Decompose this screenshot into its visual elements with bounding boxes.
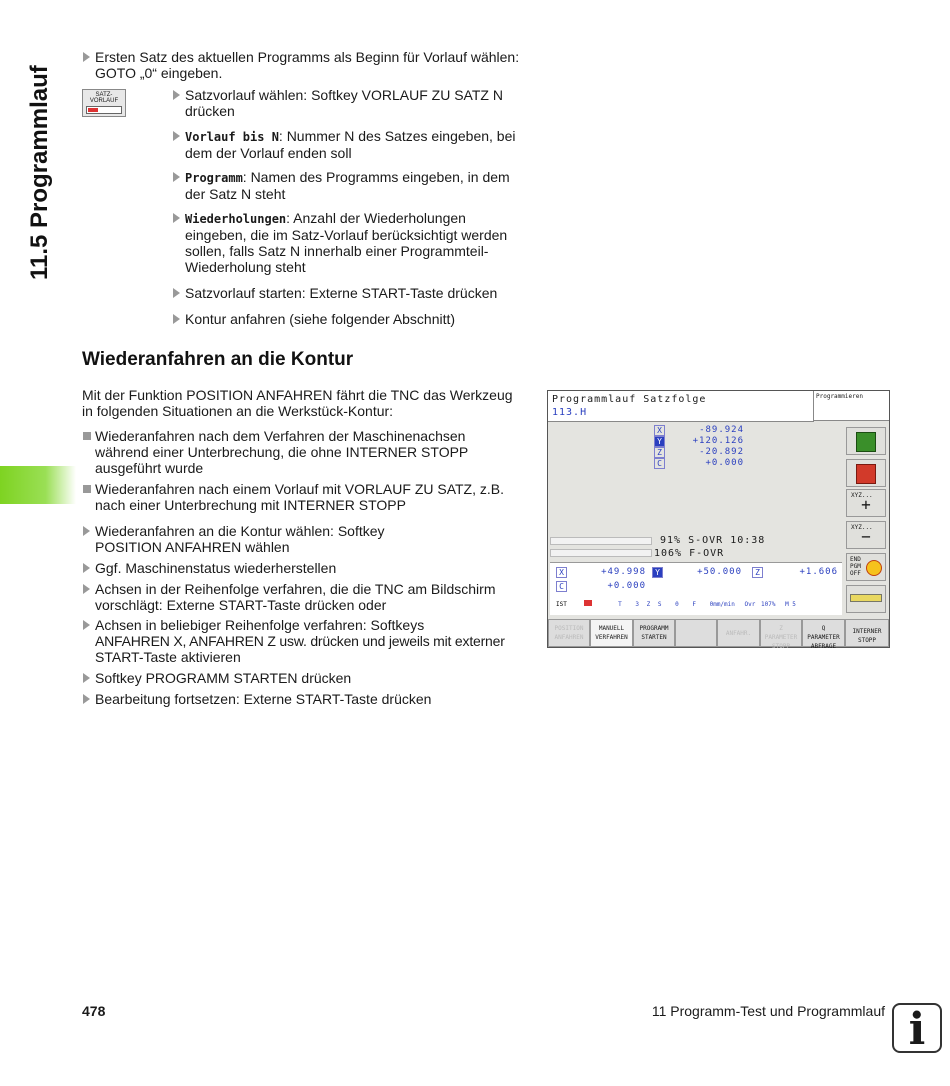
axis-value: +120.126 — [692, 436, 744, 446]
text-line: Kontur anfahren (siehe folgender Abschnitt) — [185, 311, 456, 327]
text-line: POSITION ANFAHREN wählen — [95, 539, 290, 555]
softkey-label: END PGM OFF — [850, 556, 861, 577]
axis-label: C — [556, 581, 567, 592]
status-f-value: 0mm/min — [709, 601, 735, 608]
step-arrow-icon — [83, 584, 90, 594]
empty-softkey[interactable] — [675, 619, 717, 647]
machine-green-softkey[interactable] — [846, 427, 886, 455]
input-key-label: Vorlauf bis N — [185, 130, 279, 144]
bullet-square-icon — [83, 432, 91, 440]
sub-step — [185, 210, 507, 275]
screen-title: Programmlauf Satzfolge — [552, 394, 707, 405]
actual-position-x — [556, 567, 646, 578]
status-s: S — [657, 601, 662, 608]
ruler-icon — [850, 594, 882, 602]
axis-value: +0.000 — [705, 458, 744, 468]
axis-label: Y — [654, 436, 665, 447]
input-key-label: Wiederholungen — [185, 212, 287, 226]
softkey-label: VERFAHREN — [595, 634, 628, 641]
target-position-row — [654, 458, 744, 468]
axis-value: +1.606 — [799, 567, 838, 577]
page-number: 478 — [82, 1003, 106, 1019]
step-arrow-icon — [173, 213, 180, 223]
text-line: Wiederanfahren nach dem Verfahren der Maschinenachsen — [95, 428, 466, 444]
target-position-row — [654, 425, 744, 435]
text-line: vorschlägt: Externe START-Taste drücken oder — [95, 597, 387, 613]
screen-mode-tag: Programmieren — [814, 391, 889, 421]
text-line: GOTO „0“ eingeben. — [95, 65, 223, 81]
parameter-stopp-softkey[interactable] — [760, 619, 802, 650]
step-item — [95, 617, 505, 665]
bullet-square-icon — [83, 485, 91, 493]
axis-label: C — [654, 458, 665, 469]
text-line: START-Taste aktivieren — [95, 649, 241, 665]
text-line: ausgeführt wurde — [95, 460, 204, 476]
chapter-footer: 11 Programm-Test und Programmlauf — [651, 1003, 885, 1019]
f-ovr-bar — [550, 549, 652, 557]
xyz-plus-softkey[interactable] — [846, 489, 886, 517]
machine-red-softkey[interactable] — [846, 459, 886, 487]
status-ovr-value: 107% — [760, 601, 776, 608]
section-intro — [82, 387, 513, 419]
machine-icon — [856, 464, 876, 484]
sub-step — [185, 128, 516, 161]
info-icon: i — [892, 1003, 942, 1053]
step-arrow-icon — [173, 131, 180, 141]
position-anfahren-softkey[interactable] — [548, 619, 590, 647]
softkey-label: Q — [821, 625, 826, 632]
softkey-label: STOPP — [771, 643, 791, 650]
axis-label: Z — [654, 447, 665, 458]
chapter-tab-marker — [0, 466, 76, 504]
tnc-screen — [547, 390, 890, 648]
sub-step — [185, 87, 503, 119]
softkey-label: ANFAHR. — [725, 630, 752, 637]
step-item — [95, 691, 431, 707]
softkey-label: PROGRAMM — [639, 625, 669, 632]
interner-stopp-softkey[interactable] — [845, 619, 889, 647]
status-ovr: Ovr — [744, 601, 756, 608]
sub-step — [185, 285, 497, 301]
step-arrow-icon — [83, 563, 90, 573]
manuell-verfahren-softkey[interactable] — [590, 619, 633, 647]
status-line — [556, 600, 796, 608]
text-line: der Satz N steht — [185, 186, 286, 202]
status-m: M 5 — [785, 601, 796, 608]
sub-step — [185, 311, 455, 327]
step-item — [95, 560, 336, 576]
end-pgm-off-softkey[interactable] — [846, 553, 886, 581]
text-line: : Namen des Programms eingeben, in dem — [242, 169, 510, 185]
section-heading: Wiederanfahren an die Kontur — [82, 349, 354, 370]
axis-label: X — [654, 425, 665, 436]
softkey-label: STOPP — [857, 637, 877, 644]
softkey-label: Z — [779, 625, 783, 632]
target-position-row — [654, 436, 744, 446]
text-line: Achsen in beliebiger Reihenfolge verfahren: Softkeys — [95, 617, 425, 633]
softkey-label: MANUELL — [598, 625, 625, 632]
text-line: : Nummer N des Satzes eingeben, bei — [278, 128, 516, 144]
axis-label: Y — [652, 567, 663, 578]
softkey-label: SATZ- — [95, 92, 113, 98]
step-arrow-icon — [173, 90, 180, 100]
status-t: T — [618, 601, 622, 608]
text-line: Ggf. Maschinenstatus wiederherstellen — [95, 560, 337, 576]
axis-value: +0.000 — [607, 581, 646, 591]
screen-header — [548, 391, 814, 422]
status-t-value: 3 — [635, 601, 639, 608]
spindle-status-icon — [584, 600, 592, 606]
q-parameter-abfrage-softkey[interactable] — [802, 619, 845, 650]
step-arrow-icon — [83, 673, 90, 683]
text-line: Satzvorlauf starten: Externe START-Taste drücken — [185, 285, 498, 301]
softkey-label: PARAMETER — [807, 634, 840, 641]
ruler-softkey[interactable] — [846, 585, 886, 613]
actual-position-y — [652, 567, 742, 578]
step-arrow-icon — [173, 172, 180, 182]
step-item — [95, 670, 351, 686]
actual-position-z — [752, 567, 838, 578]
text-line: sollen, falls Satz N innerhalb einer Programmteil- — [185, 243, 489, 259]
softkey-label: STARTEN — [641, 634, 667, 641]
screen-program-file: 113.H — [552, 407, 588, 418]
sub-step — [185, 169, 510, 202]
programm-starten-softkey[interactable] — [633, 619, 675, 647]
machine-icon — [856, 432, 876, 452]
text-line: Wiederanfahren an die Kontur wählen: Softkey — [95, 523, 385, 539]
intro-item — [95, 49, 519, 81]
step-item — [95, 581, 496, 613]
clock-icon — [866, 560, 882, 576]
step-arrow-icon — [173, 288, 180, 298]
softkey-label: ABFRAGE — [810, 643, 837, 650]
text-line: Wiederanfahren nach einem Vorlauf mit VORLAUF ZU SATZ, z.B. — [95, 481, 505, 497]
step-arrow-icon — [83, 52, 90, 62]
text-line: Bearbeitung fortsetzen: Externe START-Taste drücken — [95, 691, 432, 707]
text-line: Satzvorlauf wählen: Softkey VORLAUF ZU SATZ N — [185, 87, 503, 103]
step-arrow-icon — [83, 694, 90, 704]
step-arrow-icon — [83, 526, 90, 536]
bullet-item — [95, 428, 468, 476]
s-ovr-readout: 91% S-OVR 10:38 — [660, 535, 766, 546]
status-ist: IST — [556, 601, 567, 608]
text-line: drücken — [185, 103, 235, 119]
softkey-label: XYZ... — [851, 524, 873, 531]
bullet-item — [95, 481, 504, 513]
progress-glyph-icon — [86, 106, 122, 114]
softkey-label: PARAMETER — [764, 634, 798, 641]
axis-value: -89.924 — [699, 425, 744, 435]
text-line: während einer Unterbrechung, die ohne INTERNER STOPP — [95, 444, 469, 460]
text-line: nach einer Unterbrechung mit INTERNER STOPP — [95, 497, 406, 513]
softkey-label: POSITION — [554, 625, 584, 632]
text-line: Wiederholung steht — [185, 259, 306, 275]
xyz-minus-softkey[interactable] — [846, 521, 886, 549]
s-ovr-bar — [550, 537, 652, 545]
horizontal-softkey-bar — [548, 619, 889, 650]
axis-value: -20.892 — [699, 447, 744, 457]
text-line: : Anzahl der Wiederholungen — [286, 210, 466, 226]
plus-icon: + — [861, 495, 871, 514]
text-line: ANFAHREN X, ANFAHREN Z usw. drücken und jeweils mit externer — [95, 633, 505, 649]
target-position-row — [654, 447, 744, 457]
axis-value: +50.000 — [697, 567, 742, 577]
axis-label: X — [556, 567, 567, 578]
satzvorlauf-softkey-icon — [82, 89, 126, 117]
status-z: Z — [646, 601, 651, 608]
f-ovr-readout: 106% F-OVR — [654, 548, 725, 559]
actual-position-c — [556, 581, 646, 592]
softkey-label: XYZ... — [851, 492, 873, 499]
step-arrow-icon — [173, 314, 180, 324]
text-line: Ersten Satz des aktuellen Programms als Beginn für Vorlauf wählen: — [95, 49, 520, 65]
status-f: F — [692, 601, 696, 608]
anfahren-softkey[interactable] — [717, 619, 760, 647]
step-arrow-icon — [83, 620, 90, 630]
side-chapter-title: 11.5 Programmlauf — [26, 65, 53, 280]
status-s-value: 0 — [675, 601, 679, 608]
vertical-softkey-bar — [844, 423, 888, 617]
text-line: Achsen in der Reihenfolge verfahren, die die TNC am Bildschirm — [95, 581, 496, 597]
minus-icon: − — [861, 527, 871, 546]
text-line: dem der Vorlauf enden soll — [185, 145, 352, 161]
axis-value: +49.998 — [601, 567, 646, 577]
actual-position-panel — [550, 562, 842, 615]
text-line: in folgenden Situationen an die Werkstück-Kontur: — [82, 403, 394, 419]
text-line: eingeben, die im Satz-Vorlauf berücksichtigt werden — [185, 227, 508, 243]
input-key-label: Programm — [185, 171, 243, 185]
softkey-label: VORLAUF — [89, 98, 119, 104]
text-line: Softkey PROGRAMM STARTEN drücken — [95, 670, 352, 686]
axis-label: Z — [752, 567, 763, 578]
step-item — [95, 523, 385, 555]
softkey-label: INTERNER — [852, 628, 882, 635]
text-line: Mit der Funktion POSITION ANFAHREN fährt die TNC das Werkzeug — [82, 387, 513, 403]
softkey-label: ANFAHREN — [554, 634, 584, 641]
